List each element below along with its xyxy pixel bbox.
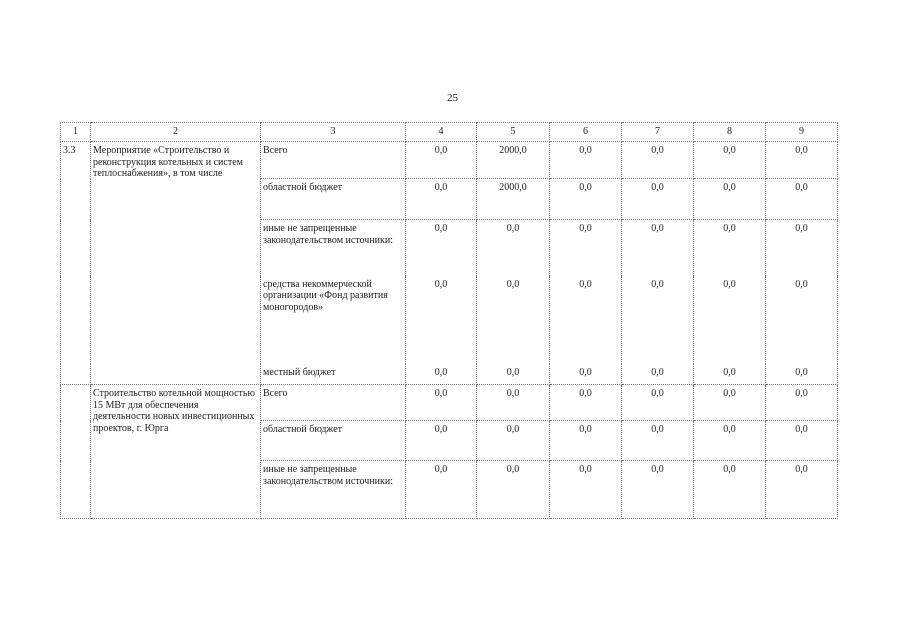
value-cell: 0,0: [622, 461, 694, 519]
header-cell: 2: [91, 123, 261, 142]
value-cell: 0,0: [477, 276, 550, 364]
header-cell: 1: [61, 123, 91, 142]
value-cell: 0,0: [622, 364, 694, 385]
value-cell: 0,0: [550, 179, 622, 220]
source-cell: местный бюджет: [261, 364, 406, 385]
source-cell: Всего: [261, 142, 406, 179]
value-cell: 0,0: [406, 220, 477, 276]
value-cell: 0,0: [477, 364, 550, 385]
activity-name-cell: Строительство котельной мощностью 15 МВт для обеспечения деятельности новых инвестиционных проектов, г. Юрга: [91, 385, 261, 519]
value-cell: 0,0: [622, 421, 694, 461]
value-cell: 0,0: [550, 461, 622, 519]
value-cell: 0,0: [694, 276, 766, 364]
page-number: 25: [447, 92, 458, 104]
source-cell: Всего: [261, 385, 406, 421]
value-cell: 0,0: [694, 364, 766, 385]
value-cell: 0,0: [406, 276, 477, 364]
value-cell: 0,0: [766, 276, 838, 364]
header-cell: 5: [477, 123, 550, 142]
value-cell: 0,0: [550, 385, 622, 421]
source-cell: иные не запрещенные законодательством источники:: [261, 220, 406, 276]
header-cell: 3: [261, 123, 406, 142]
value-cell: 0,0: [406, 179, 477, 220]
source-cell: иные не запрещенные законодательством источники:: [261, 461, 406, 519]
header-cell: 6: [550, 123, 622, 142]
value-cell: 0,0: [550, 276, 622, 364]
value-cell: 0,0: [694, 220, 766, 276]
header-cell: 8: [694, 123, 766, 142]
budget-table: [60, 122, 838, 519]
value-cell: 0,0: [622, 276, 694, 364]
table-header-row: [61, 123, 838, 142]
header-cell: 7: [622, 123, 694, 142]
value-cell: 0,0: [622, 179, 694, 220]
value-cell: 0,0: [694, 461, 766, 519]
value-cell: 0,0: [477, 385, 550, 421]
value-cell: 0,0: [766, 220, 838, 276]
value-cell: 0,0: [766, 385, 838, 421]
source-cell: средства некоммерческой организации «Фонд развития моногородов»: [261, 276, 406, 364]
value-cell: 0,0: [477, 421, 550, 461]
value-cell: 0,0: [406, 421, 477, 461]
value-cell: 0,0: [550, 142, 622, 179]
header-cell: 4: [406, 123, 477, 142]
table-row: [61, 385, 838, 421]
value-cell: 0,0: [694, 421, 766, 461]
row-code-cell: 3.3: [61, 142, 91, 385]
value-cell: 0,0: [477, 461, 550, 519]
table-body: [61, 123, 838, 519]
value-cell: 0,0: [406, 142, 477, 179]
value-cell: 0,0: [406, 385, 477, 421]
value-cell: 0,0: [622, 385, 694, 421]
source-cell: областной бюджет: [261, 421, 406, 461]
value-cell: 2000,0: [477, 179, 550, 220]
value-cell: 0,0: [694, 142, 766, 179]
activity-name-cell: Мероприятие «Строительство и реконструкция котельных и систем теплоснабжения», в том числе: [91, 142, 261, 385]
value-cell: 0,0: [406, 461, 477, 519]
value-cell: 0,0: [550, 220, 622, 276]
value-cell: 0,0: [694, 179, 766, 220]
header-cell: 9: [766, 123, 838, 142]
value-cell: 0,0: [622, 142, 694, 179]
value-cell: 0,0: [550, 421, 622, 461]
value-cell: 0,0: [550, 364, 622, 385]
table-row: [61, 142, 838, 179]
value-cell: 0,0: [694, 385, 766, 421]
value-cell: 0,0: [766, 179, 838, 220]
value-cell: 0,0: [477, 220, 550, 276]
value-cell: 0,0: [622, 220, 694, 276]
value-cell: 0,0: [766, 142, 838, 179]
value-cell: 0,0: [766, 461, 838, 519]
value-cell: 0,0: [766, 421, 838, 461]
source-cell: областной бюджет: [261, 179, 406, 220]
value-cell: 0,0: [406, 364, 477, 385]
row-code-cell: [61, 385, 91, 519]
value-cell: 2000,0: [477, 142, 550, 179]
value-cell: 0,0: [766, 364, 838, 385]
